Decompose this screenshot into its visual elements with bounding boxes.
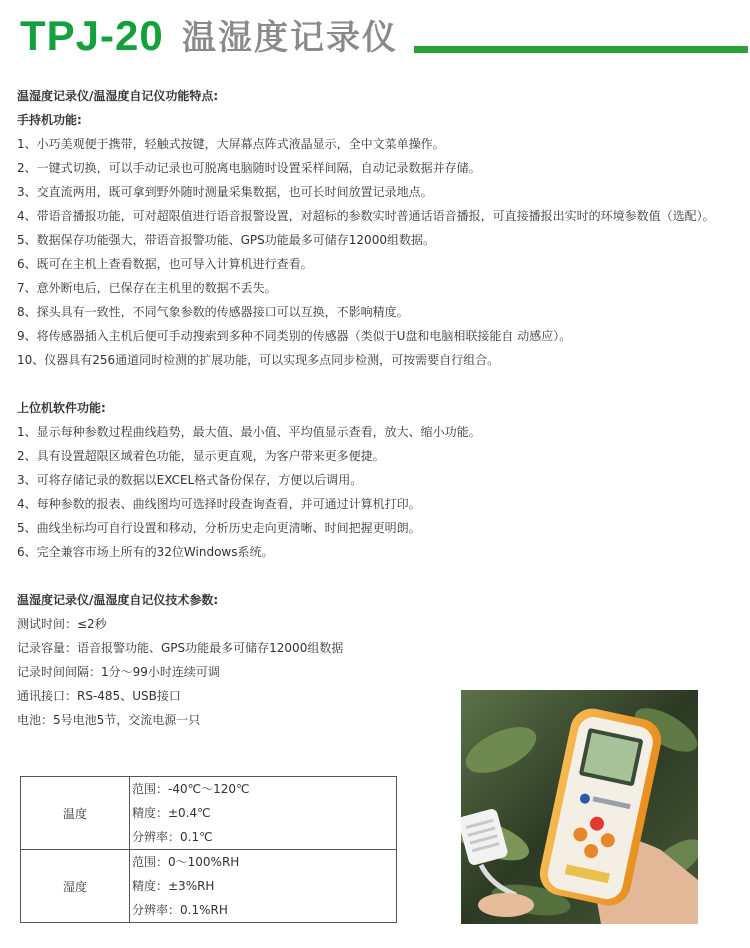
humidity-resolution: 分辨率：0.1%RH bbox=[132, 903, 228, 917]
product-description bbox=[17, 84, 742, 732]
handheld-item: 1、小巧美观便于携带，轻触式按键，大屏幕点阵式液晶显示，全中文菜单操作。 bbox=[17, 137, 445, 151]
handheld-item: 2、一键式切换，可以手动记录也可脱离电脑随时设置采样间隔，自动记录数据并存储。 bbox=[17, 161, 481, 175]
temperature-label: 温度 bbox=[21, 777, 130, 850]
temperature-range: 范围：-40℃～120℃ bbox=[132, 782, 250, 796]
temperature-values bbox=[130, 777, 397, 850]
handheld-item: 4、带语音播报功能，可对超限值进行语音报警设置，对超标的参数实时普通话语音播报，可直接播报出实时的环境参数值（选配）。 bbox=[17, 209, 715, 223]
handheld-item: 9、将传感器插入主机后便可手动搜索到多种不同类别的传感器（类似于U盘和电脑相联接能自 动感应）。 bbox=[17, 329, 572, 343]
temperature-accuracy: 精度：±0.4℃ bbox=[132, 806, 211, 820]
header-divider-bar bbox=[414, 46, 748, 53]
model-number: TPJ-20 bbox=[20, 12, 164, 59]
software-item: 4、每种参数的报表、曲线图均可选择时段查询查看，并可通过计算机打印。 bbox=[17, 497, 421, 511]
table-row bbox=[21, 777, 397, 850]
handheld-title: 手持机功能: bbox=[17, 113, 82, 127]
spec-item: 记录时间间隔：1分～99小时连续可调 bbox=[17, 665, 220, 679]
table-row bbox=[21, 850, 397, 923]
spec-item: 测试时间：≤2秒 bbox=[17, 617, 107, 631]
software-item: 3、可将存储记录的数据以EXCEL格式备份保存，方便以后调用。 bbox=[17, 473, 363, 487]
product-photo bbox=[461, 690, 698, 924]
software-item: 2、具有设置超限区域着色功能，显示更直观，为客户带来更多便捷。 bbox=[17, 449, 385, 463]
section-gap bbox=[17, 372, 742, 396]
handheld-item: 8、探头具有一致性，不同气象参数的传感器接口可以互换，不影响精度。 bbox=[17, 305, 409, 319]
handheld-item: 5、数据保存功能强大，带语音报警功能、GPS功能最多可储存12000组数据。 bbox=[17, 233, 435, 247]
software-title: 上位机软件功能: bbox=[17, 401, 106, 415]
page-header bbox=[0, 0, 750, 72]
section-gap bbox=[17, 564, 742, 588]
device-illustration bbox=[461, 690, 698, 924]
spec-item: 记录容量：语音报警功能、GPS功能最多可储存12000组数据 bbox=[17, 641, 344, 655]
temperature-resolution: 分辨率：0.1℃ bbox=[132, 830, 213, 844]
handheld-item: 7、意外断电后，已保存在主机里的数据不丢失。 bbox=[17, 281, 277, 295]
humidity-label: 湿度 bbox=[21, 850, 130, 923]
features-title: 温湿度记录仪/温湿度自记仪功能特点: bbox=[17, 89, 219, 103]
specs-title: 温湿度记录仪/温湿度自记仪技术参数: bbox=[17, 593, 219, 607]
product-name: 温湿度记录仪 bbox=[182, 18, 398, 58]
software-item: 6、完全兼容市场上所有的32位Windows系统。 bbox=[17, 545, 274, 559]
handheld-item: 6、既可在主机上查看数据，也可导入计算机进行查看。 bbox=[17, 257, 313, 271]
spec-table bbox=[20, 776, 397, 923]
spec-item: 电池：5号电池5节，交流电源一只 bbox=[17, 713, 201, 727]
humidity-values bbox=[130, 850, 397, 923]
handheld-item: 3、交直流两用，既可拿到野外随时测量采集数据，也可长时间放置记录地点。 bbox=[17, 185, 433, 199]
humidity-range: 范围：0～100%RH bbox=[132, 855, 240, 869]
humidity-accuracy: 精度：±3%RH bbox=[132, 879, 215, 893]
software-item: 5、曲线坐标均可自行设置和移动，分析历史走向更清晰、时间把握更明朗。 bbox=[17, 521, 421, 535]
spec-item: 通讯接口：RS-485、USB接口 bbox=[17, 689, 181, 703]
software-item: 1、显示每种参数过程曲线趋势，最大值、最小值、平均值显示查看，放大、缩小功能。 bbox=[17, 425, 481, 439]
handheld-item: 10、仪器具有256通道同时检测的扩展功能，可以实现多点同步检测，可按需要自行组合。 bbox=[17, 353, 500, 367]
